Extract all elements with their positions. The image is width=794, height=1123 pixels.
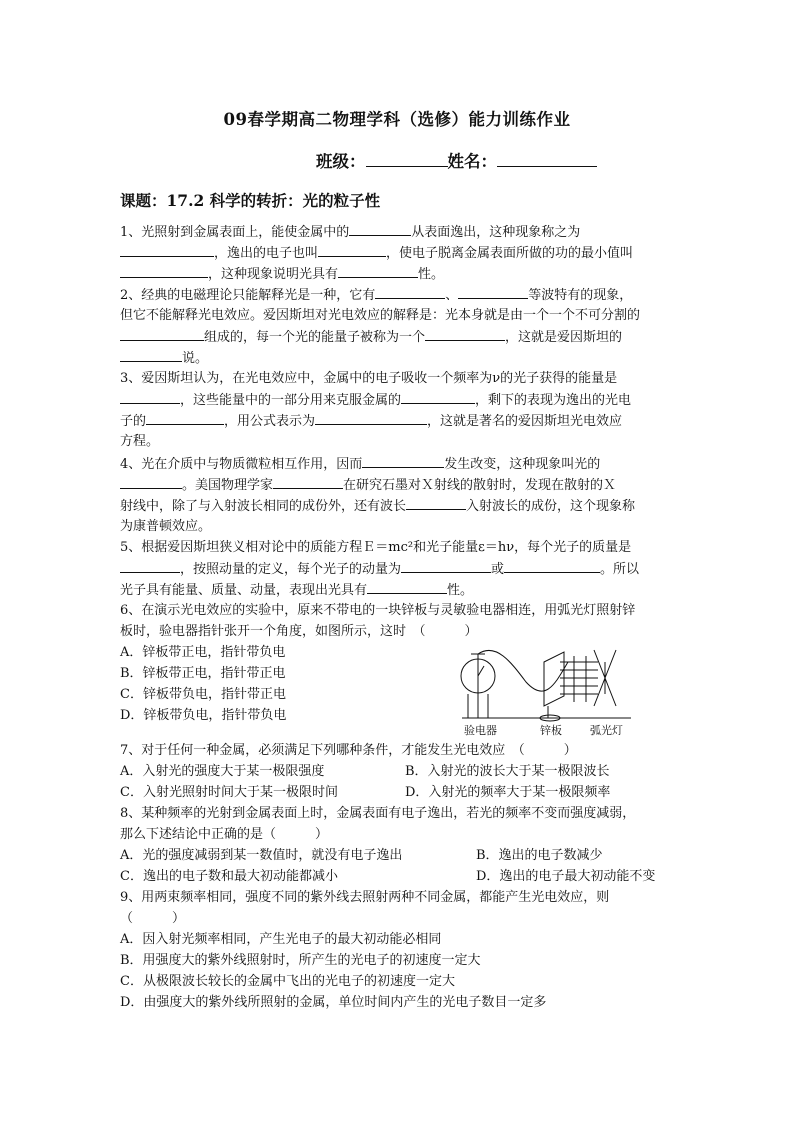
q3-blank-2[interactable]: [401, 390, 475, 404]
class-name-line: [316, 148, 597, 172]
q8-line-1: 8、某种频率的光射到金属表面上时，金属表面有电子逸出，若光的频率不变而强度减弱，: [120, 806, 636, 821]
q7-option-d[interactable]: D．入射光的频率大于某一极限频率: [405, 785, 611, 800]
q5-line-3: 光子具有能量、质量、动量，表现出光具有 性。: [120, 580, 473, 601]
q7-option-c[interactable]: C．入射光照射时间大于某一极限时间: [120, 785, 338, 800]
q3-line-1: 3、爱因斯坦认为，在光电效应中，金属中的电子吸收一个频率为ν的光子获得的能量是: [120, 371, 618, 386]
q6-line-1: 6、在演示光电效应的实验中，原来不带电的一块锌板与灵敏验电器相连，用弧光灯照射锌: [120, 603, 636, 618]
q3-line-4: 方程。: [120, 434, 160, 449]
q1-blank-3[interactable]: [318, 243, 386, 257]
q6-option-a[interactable]: A．锌板带正电，指针带负电: [120, 645, 286, 660]
q2-blank-5[interactable]: [120, 348, 182, 362]
q4-blank-2[interactable]: [120, 475, 182, 489]
q4-line-4: 为康普顿效应。: [120, 519, 212, 534]
q4-line-3: 射线中，除了与入射波长相同的成份外，还有波长 入射波长的成份，这个现象称: [120, 496, 635, 517]
q8-option-d[interactable]: D．逸出的电子最大初动能不变: [476, 869, 656, 884]
fig-label-arc-lamp: 弧光灯: [590, 724, 623, 737]
q9-option-a[interactable]: A．因入射光频率相同，产生光电子的最大初动能必相同: [120, 932, 442, 947]
page-title: 09春学期高二物理学科（选修）能力训练作业: [223, 110, 571, 129]
q8-option-c[interactable]: C．逸出的电子数和最大初动能都减小: [120, 869, 338, 884]
q2-blank-1[interactable]: [375, 285, 445, 299]
class-label: 班级：: [316, 152, 366, 171]
q6-option-d[interactable]: D．锌板带负电，指针带负电: [120, 708, 287, 723]
q1-blank-4[interactable]: [120, 264, 208, 278]
q5-line-2: ，按照动量的定义，每个光子的动量为 或 。所以: [120, 559, 639, 580]
q5-line-1: 5、根据爱因斯坦狭义相对论中的质能方程Ｅ＝mc²和光子能量ε＝hν，每个光子的质量是: [120, 540, 632, 555]
q1-line-3: ，这种现象说明光具有 性。: [120, 264, 444, 285]
q2-blank-3[interactable]: [120, 327, 204, 341]
q7-option-b[interactable]: B．入射光的波长大于某一极限波长: [405, 764, 610, 779]
q3-blank-4[interactable]: [315, 411, 427, 425]
q4-blank-4[interactable]: [406, 496, 466, 510]
q3-line-2: ，这些能量中的一部分用来克服金属的 ，剩下的表现为逸出的光电: [120, 390, 631, 411]
q1-blank-2[interactable]: [120, 243, 214, 257]
q2-blank-4[interactable]: [425, 327, 505, 341]
q6-line-2: 板时，验电器指针张开一个角度，如图所示，这时 （ ）: [120, 624, 478, 639]
q3-blank-1[interactable]: [120, 390, 180, 404]
name-blank[interactable]: [497, 151, 597, 167]
q8-line-2: 那么下述结论中正确的是（ ）: [120, 827, 329, 842]
q7-option-a[interactable]: A．入射光的强度大于某一极限强度: [120, 764, 325, 779]
q9-option-c[interactable]: C．从极限波长较长的金属中飞出的光电子的初速度一定大: [120, 974, 455, 989]
fig-label-zinc-plate: 锌板: [540, 724, 562, 737]
q1-line-1: 1、光照射到金属表面上，能使金属中的 从表面逸出，这种现象称之为: [120, 222, 580, 243]
q5-blank-4[interactable]: [367, 580, 447, 594]
q2-line-2: 但它不能解释光电效应。爱因斯坦对光电效应的解释是：光本身就是由一个一个不可分割的: [120, 308, 641, 323]
q2-line-4: 说。: [120, 348, 208, 369]
photoelectric-apparatus-figure: [456, 642, 666, 738]
class-blank[interactable]: [366, 151, 448, 167]
q2-line-1: 2、经典的电磁理论只能解释光是一种，它有 、 等波特有的现象，: [120, 285, 632, 306]
q5-blank-2[interactable]: [401, 559, 491, 573]
name-label: 姓名：: [447, 152, 497, 171]
q9-option-b[interactable]: B．用强度大的紫外线照射时，所产生的光电子的初速度一定大: [120, 953, 481, 968]
q4-line-1: 4、光在介质中与物质微粒相互作用，因而 发生改变，这种现象叫光的: [120, 454, 600, 475]
q7-stem: 7、对于任何一种金属，必须满足下列哪种条件，才能发生光电效应 （ ）: [120, 743, 577, 758]
q4-blank-3[interactable]: [273, 475, 343, 489]
q5-blank-3[interactable]: [504, 559, 600, 573]
q6-option-b[interactable]: B．锌板带正电，指针带正电: [120, 666, 286, 681]
q1-line-2: ，逸出的电子也叫 ，使电子脱离金属表面所做的功的最小值叫: [120, 243, 633, 264]
q3-line-3: 子的 ，用公式表示为 ，这就是著名的爱因斯坦光电效应: [120, 411, 622, 432]
q4-line-2: 。美国物理学家 在研究石墨对Ｘ射线的散射时，发现在散射的Ｘ: [120, 475, 616, 496]
q8-option-a[interactable]: A．光的强度减弱到某一数值时，就没有电子逸出: [120, 848, 403, 863]
topic-heading: 课题：17.2 科学的转折：光的粒子性: [120, 191, 381, 210]
q3-blank-3[interactable]: [146, 411, 224, 425]
q6-option-c[interactable]: C．锌板带负电，指针带正电: [120, 687, 286, 702]
zinc-plate-icon: [544, 652, 564, 706]
q4-blank-1[interactable]: [362, 454, 444, 468]
q1-blank-5[interactable]: [338, 264, 418, 278]
q9-line-2: （ ）: [120, 911, 186, 926]
q9-line-1: 9、用两束频率相同，强度不同的紫外线去照射两种不同金属，都能产生光电效应，则: [120, 890, 610, 905]
q2-blank-2[interactable]: [458, 285, 528, 299]
q8-option-b[interactable]: B．逸出的电子数减少: [476, 848, 603, 863]
q1-blank-1[interactable]: [349, 222, 411, 236]
q2-line-3: 组成的，每一个光的能量子被称为一个 ，这就是爱因斯坦的: [120, 327, 622, 348]
q5-blank-1[interactable]: [120, 559, 180, 573]
fig-label-electroscope: 验电器: [464, 724, 497, 737]
q9-option-d[interactable]: D．由强度大的紫外线所照射的金属，单位时间内产生的光电子数目一定多: [120, 995, 547, 1010]
